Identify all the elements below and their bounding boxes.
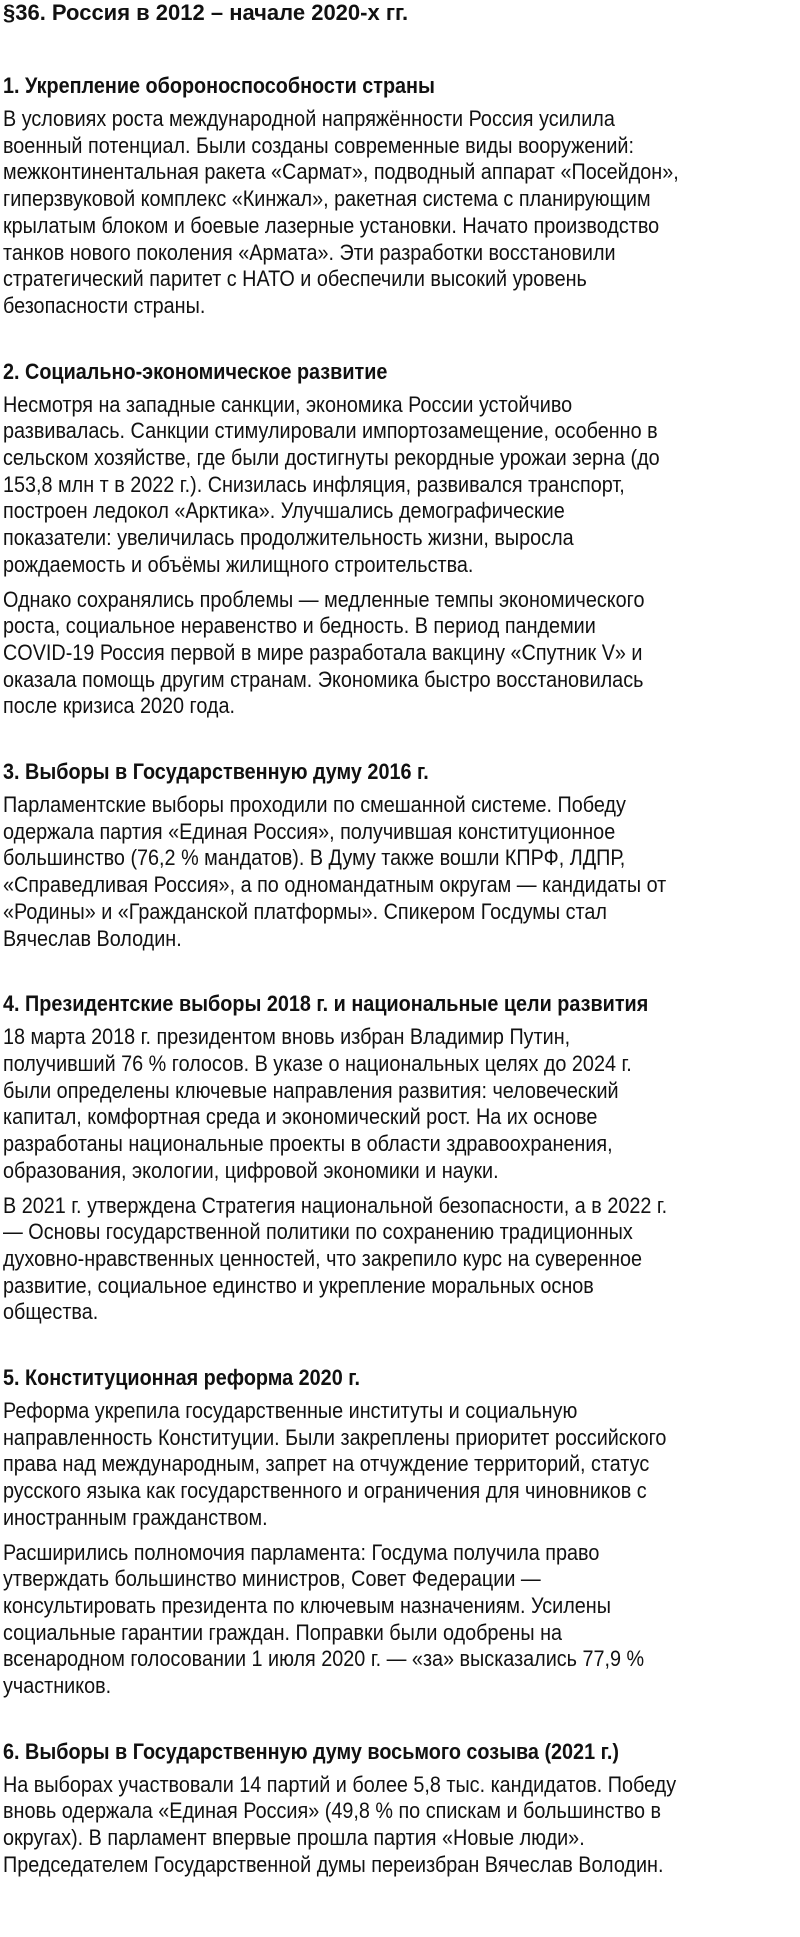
text-line: Несмотря на западные санкции, экономика России устойчиво [3, 391, 573, 417]
text-line: Парламентские выборы проходили по смешанной системе. Победу [3, 792, 626, 818]
section-heading: 6. Выборы в Государственную думу восьмого созыва (2021 г.) [3, 1738, 619, 1764]
text-line: На выборах участвовали 14 партий и более 5,8 тыс. кандидатов. Победу [3, 1771, 677, 1797]
page-title: §36. Россия в 2012 – начале 2020-х гг. [3, 0, 409, 25]
text-line: утверждать большинство министров, Совет Федерации — [3, 1566, 541, 1592]
text-line: русского языка как государственного и ограничения для чиновников с [3, 1478, 647, 1504]
paragraph [3, 1398, 800, 1532]
text-line: межконтинентальная ракета «Сармат», подводный аппарат «Посейдон», [3, 159, 679, 185]
section-5 [3, 1364, 800, 1700]
paragraph [3, 1193, 800, 1327]
text-line: иностранным гражданством. [3, 1504, 268, 1530]
text-line: направленность Конституции. Были закреплены приоритет российского [3, 1424, 667, 1450]
paragraph [3, 1024, 800, 1184]
paragraph [3, 392, 800, 579]
text-line: права над международным, запрет на отчуждение территорий, статус [3, 1451, 650, 1477]
text-line: общества. [3, 1299, 99, 1325]
text-line: Реформа укрепила государственные институты и социальную [3, 1398, 578, 1424]
text-line: образования, экологии, цифровой экономики и науки. [3, 1157, 499, 1183]
text-line: танков нового поколения «Армата». Эти разработки восстановили [3, 239, 616, 265]
text-line: Председателем Государственной думы переизбран Вячеслав Володин. [3, 1851, 664, 1877]
text-line: большинство (76,2 % мандатов). В Думу также вошли КПРФ, ЛДПР, [3, 845, 626, 871]
text-line: построен ледокол «Арктика». Улучшались демографические [3, 498, 565, 524]
text-line: рождаемость и объёмы жилищного строительства. [3, 551, 474, 577]
sections [3, 72, 800, 1879]
text-line: после кризиса 2020 года. [3, 693, 235, 719]
paragraph [3, 1772, 800, 1879]
text-line: крылатым блоком и боевые лазерные установки. Начато производство [3, 212, 660, 238]
text-line: роста, социальное неравенство и бедность. В период пандемии [3, 613, 596, 639]
text-line: стратегический паритет с НАТО и обеспечили высокий уровень [3, 266, 587, 292]
text-line: социальные гарантии граждан. Поправки были одобрены на [3, 1619, 563, 1645]
paragraph [3, 106, 800, 320]
text-line: В 2021 г. утверждена Стратегия национальной безопасности, а в 2022 г. [3, 1192, 668, 1218]
text-line: «Родины» и «Гражданской платформы». Спикером Госдумы стал [3, 898, 607, 924]
text-line: участников. [3, 1673, 112, 1699]
text-line: — Основы государственной политики по сохранению традиционных [3, 1219, 633, 1245]
text-line: сельском хозяйстве, где были достигнуты рекордные урожаи зерна (до [3, 445, 660, 471]
section-3 [3, 758, 800, 952]
section-heading: 2. Социально-экономическое развитие [3, 358, 388, 384]
section-heading: 4. Президентские выборы 2018 г. и национальные цели развития [3, 991, 649, 1017]
text-line: были определены ключевые направления развития: человеческий [3, 1077, 619, 1103]
text-line: Вячеслав Володин. [3, 925, 182, 951]
text-line: развитие, социальное единство и укрепление моральных основ [3, 1272, 594, 1298]
text-line: округах). В парламент впервые прошла партия «Новые люди». [3, 1825, 585, 1851]
text-line: получивший 76 % голосов. В указе о национальных целях до 2024 г. [3, 1050, 632, 1076]
text-line: Расширились полномочия парламента: Госдума получила право [3, 1539, 600, 1565]
paragraph [3, 792, 800, 952]
section-6 [3, 1738, 800, 1879]
section-4 [3, 990, 800, 1326]
text-line: 153,8 млн т в 2022 г.). Снизилась инфляция, развивался транспорт, [3, 471, 625, 497]
text-line: Однако сохранялись проблемы — медленные темпы экономического [3, 586, 645, 612]
text-line: разработаны национальные проекты в области здравоохранения, [3, 1131, 613, 1157]
text-line: показатели: увеличилась продолжительность жизни, выросла [3, 525, 574, 551]
text-line: капитал, комфортная среда и экономический рост. На их основе [3, 1104, 598, 1130]
section-2 [3, 358, 800, 720]
text-line: военный потенциал. Были созданы современные виды вооружений: [3, 132, 634, 158]
section-heading: 1. Укрепление обороноспособности страны [3, 73, 435, 98]
text-line: вновь одержала «Единая Россия» (49,8 % по спискам и большинство в [3, 1798, 662, 1824]
text-line: всенародном голосовании 1 июля 2020 г. — «за» высказались 77,9 % [3, 1646, 645, 1672]
section-heading: 3. Выборы в Государственную думу 2016 г. [3, 759, 429, 785]
text-line: COVID-19 Россия первой в мире разработала вакцину «Спутник V» и [3, 639, 643, 665]
text-line: духовно-нравственных ценностей, что закрепило курс на суверенное [3, 1245, 643, 1271]
section-1 [3, 72, 800, 320]
paragraph [3, 1540, 800, 1700]
paragraph [3, 587, 800, 721]
text-line: гиперзвуковой комплекс «Кинжал», ракетная система с планирующим [3, 186, 651, 212]
text-line: безопасности страны. [3, 292, 206, 318]
text-line: одержала партия «Единая Россия», получившая конституционное [3, 818, 616, 844]
text-line: развивалась. Санкции стимулировали импортозамещение, особенно в [3, 418, 658, 444]
text-line: В условиях роста международной напряжённости Россия усилила [3, 106, 615, 131]
text-line: 18 марта 2018 г. президентом вновь избран Владимир Путин, [3, 1024, 571, 1050]
section-heading: 5. Конституционная реформа 2020 г. [3, 1365, 360, 1391]
text-line: оказала помощь другим странам. Экономика быстро восстановилась [3, 666, 644, 692]
text-line: «Справедливая Россия», а по одномандатным округам — кандидаты от [3, 872, 667, 898]
text-line: консультировать президента по ключевым назначениям. Усилены [3, 1592, 611, 1618]
